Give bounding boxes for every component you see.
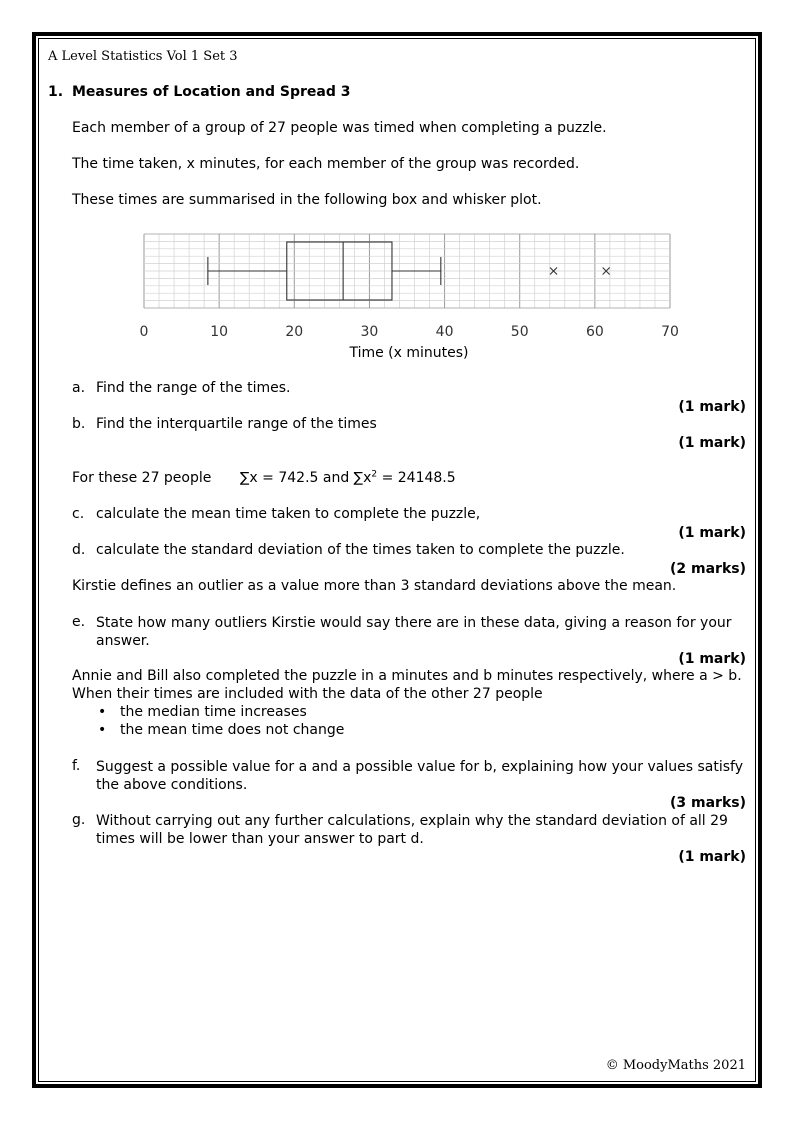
x-tick-label: 70 — [661, 324, 679, 340]
part-b-text: Find the interquartile range of the times — [96, 416, 377, 432]
part-e-text: State how many outliers Kirstie would say there are in these data, giving a reason for your answer. — [96, 615, 732, 649]
bullet-1: the median time increases — [120, 704, 307, 720]
sum-x2-superscript: 2 — [371, 469, 378, 480]
part-a-letter: a. — [72, 380, 86, 396]
box-whisker-plot — [130, 228, 690, 364]
x-tick-label: 20 — [285, 324, 304, 340]
part-e-marks: (1 mark) — [678, 651, 746, 667]
annie-bill-line-1: Annie and Bill also completed the puzzle in a minutes and b minutes respectively, where a > b. — [72, 668, 742, 684]
part-f-marks: (3 marks) — [670, 795, 746, 811]
x-axis-label: Time (x minutes) — [349, 345, 469, 361]
intro-line-3: These times are summarised in the following box and whisker plot. — [72, 192, 542, 208]
sum-x-text: ∑x = 742.5 and ∑x — [240, 470, 372, 486]
kirstie-definition: Kirstie defines an outlier as a value more than 3 standard deviations above the mean. — [72, 578, 677, 594]
intro-line-1: Each member of a group of 27 people was timed when completing a puzzle. — [72, 120, 607, 136]
part-b-letter: b. — [72, 416, 86, 432]
x-tick-label: 40 — [435, 324, 454, 340]
footer-copyright: © MoodyMaths 2021 — [605, 1058, 746, 1073]
part-g-text: Without carrying out any further calculations, explain why the standard deviation of all 29 times will be lower than your answer to part d. — [96, 813, 728, 847]
part-e-letter: e. — [72, 614, 86, 630]
question-title: Measures of Location and Spread 3 — [72, 84, 351, 100]
sums-expression — [240, 470, 456, 486]
x-tick-label: 10 — [210, 324, 229, 340]
bullet-dot-2: • — [98, 722, 107, 738]
part-d-text: calculate the standard deviation of the times taken to complete the puzzle. — [96, 542, 625, 558]
part-b-marks: (1 mark) — [678, 435, 746, 451]
question-number: 1. — [48, 84, 64, 100]
part-g-letter: g. — [72, 812, 86, 828]
part-a-text: Find the range of the times. — [96, 380, 291, 396]
annie-bill-line-2: When their times are included with the data of the other 27 people — [72, 686, 543, 702]
part-f-text: Suggest a possible value for a and a possible value for b, explaining how your values satisfy the above conditions. — [96, 759, 744, 793]
x-tick-label: 0 — [139, 324, 149, 340]
part-d-marks: (2 marks) — [670, 561, 746, 577]
sum-x2-value: = 24148.5 — [377, 470, 456, 486]
part-a-marks: (1 mark) — [678, 399, 746, 415]
x-tick-label: 60 — [585, 324, 604, 340]
part-c-marks: (1 mark) — [678, 525, 746, 541]
sums-lead: For these 27 people — [72, 470, 212, 486]
intro-line-2: The time taken, x minutes, for each member of the group was recorded. — [72, 156, 580, 172]
header-title: A Level Statistics Vol 1 Set 3 — [48, 49, 238, 64]
part-c-text: calculate the mean time taken to complete the puzzle, — [96, 506, 481, 522]
part-g-marks: (1 mark) — [678, 849, 746, 865]
x-tick-label: 50 — [510, 324, 529, 340]
x-tick-label: 30 — [360, 324, 379, 340]
part-f-letter: f. — [72, 758, 81, 774]
bullet-dot-1: • — [98, 704, 107, 720]
bullet-2: the mean time does not change — [120, 722, 345, 738]
part-c-letter: c. — [72, 506, 85, 522]
part-d-letter: d. — [72, 542, 86, 558]
